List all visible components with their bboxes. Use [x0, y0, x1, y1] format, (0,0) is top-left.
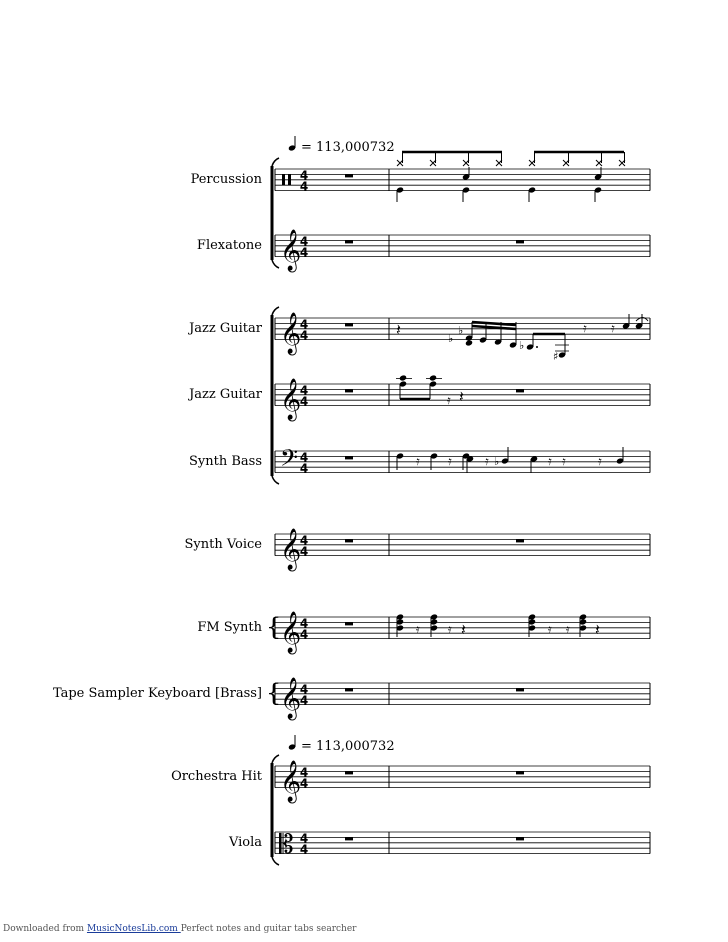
- dot: [536, 346, 538, 348]
- time-signature-bottom: 4: [299, 544, 309, 559]
- instrument-label: Jazz Guitar: [189, 321, 262, 336]
- instrument-label: Synth Bass: [189, 454, 262, 469]
- tempo-marks: [295, 136, 395, 754]
- time-signature-bottom: 4: [299, 627, 309, 642]
- whole-rest-icon: [345, 389, 353, 392]
- staff-6: [184, 528, 650, 571]
- time-signature-top: 4: [299, 234, 309, 249]
- treble-clef-icon: 𝄞: [280, 612, 302, 653]
- rest-icon: 𝄿: [448, 454, 452, 468]
- treble-clef-icon: 𝄞: [280, 529, 302, 570]
- footer-prefix: Downloaded from: [3, 924, 85, 934]
- whole-rest-icon: [345, 688, 353, 691]
- instrument-label: Percussion: [190, 172, 262, 187]
- whole-rest-icon: [345, 456, 353, 459]
- brackets: [266, 158, 281, 865]
- instrument-label: Orchestra Hit: [171, 769, 262, 784]
- rest-icon: 𝄿: [548, 454, 552, 468]
- staff-1: [191, 169, 650, 194]
- time-signature-top: 4: [299, 168, 309, 183]
- bracket-hook: [272, 857, 279, 865]
- rest-icon: 𝄿: [416, 454, 420, 468]
- time-signature-bottom: 4: [299, 245, 309, 260]
- time-signature-top: 4: [299, 450, 309, 465]
- tempo-text: = 113,000732: [301, 739, 395, 754]
- instrument-label: FM Synth: [197, 620, 262, 635]
- footer-suffix: Perfect notes and guitar tabs searcher: [180, 924, 357, 934]
- whole-rest-icon: [516, 771, 524, 774]
- alto-clef-icon: 𝄡: [279, 830, 294, 860]
- staff-2: [197, 229, 650, 272]
- instrument-label: Synth Voice: [184, 537, 262, 552]
- whole-rest-icon: [516, 539, 524, 542]
- quarter-rest-icon: 𝄽: [461, 620, 466, 639]
- time-signature-bottom: 4: [299, 328, 309, 343]
- flat-icon: ♭: [448, 332, 454, 345]
- bracket-hook: [272, 158, 279, 166]
- tempo-text: = 113,000732: [301, 140, 395, 155]
- rest-icon: 𝄿: [583, 321, 587, 335]
- whole-rest-icon: [345, 837, 353, 840]
- time-signature-bottom: 4: [299, 461, 309, 476]
- notes: [288, 144, 648, 840]
- staff-10: [228, 830, 650, 860]
- instrument-label: Jazz Guitar: [189, 387, 262, 402]
- time-signature-bottom: 4: [299, 842, 309, 857]
- time-signature-top: 4: [299, 533, 309, 548]
- notehead: [465, 339, 473, 346]
- whole-rest-icon: [345, 622, 353, 625]
- rest-icon: 𝄿: [448, 622, 452, 636]
- whole-rest-icon: [345, 240, 353, 243]
- percussion-clef-icon: [288, 175, 291, 186]
- bracket-hook: [272, 755, 279, 763]
- whole-rest-icon: [345, 323, 353, 326]
- whole-rest-icon: [516, 837, 524, 840]
- tempo-mark: [295, 735, 395, 754]
- time-signature-top: 4: [299, 831, 309, 846]
- footer: [3, 924, 356, 934]
- flat-icon: ♭: [519, 339, 525, 352]
- staff-8: [53, 677, 650, 720]
- instrument-label: Flexatone: [196, 238, 262, 253]
- rest-icon: 𝄿: [598, 454, 602, 468]
- rest-icon: 𝄿: [416, 622, 420, 636]
- bass-clef-icon: 𝄢: [280, 444, 299, 477]
- flat-icon: ♭: [494, 455, 500, 468]
- time-signature-bottom: 4: [299, 693, 309, 708]
- percussion-clef-icon: [282, 175, 285, 186]
- time-signature-bottom: 4: [299, 179, 309, 194]
- staves: [53, 169, 650, 861]
- quarter-rest-icon: 𝄽: [595, 620, 600, 639]
- musicnoteslib-link[interactable]: MusicNotesLib.com: [86, 924, 181, 934]
- quarter-rest-icon: 𝄽: [459, 387, 464, 406]
- rest-icon: 𝄿: [566, 622, 570, 636]
- rest-icon: 𝄿: [548, 622, 552, 636]
- rest-icon: 𝄿: [447, 393, 451, 407]
- time-signature-top: 4: [299, 616, 309, 631]
- staff-3: [187, 312, 650, 355]
- brace-icon: {: [266, 613, 282, 641]
- treble-clef-icon: 𝄞: [280, 761, 302, 802]
- whole-rest-icon: [516, 688, 524, 691]
- quarter-rest-icon: 𝄽: [396, 320, 401, 339]
- rest-icon: 𝄿: [611, 321, 615, 335]
- tempo-mark: [295, 136, 395, 155]
- whole-rest-icon: [516, 389, 524, 392]
- flat-icon: ♭: [458, 324, 464, 337]
- notehead: [429, 374, 437, 381]
- whole-rest-icon: [345, 174, 353, 177]
- bracket-hook: [272, 307, 279, 315]
- treble-clef-icon: 𝄞: [280, 678, 302, 719]
- treble-clef-icon: 𝄞: [280, 313, 302, 354]
- notehead: [399, 374, 407, 381]
- instrument-label: Tape Sampler Keyboard [Brass]: [52, 686, 262, 701]
- time-signature-bottom: 4: [299, 394, 309, 409]
- bracket-hook: [272, 260, 279, 268]
- rest-icon: 𝄿: [485, 454, 489, 468]
- time-signature-bottom: 4: [299, 776, 309, 791]
- time-signature-top: 4: [299, 383, 309, 398]
- whole-rest-icon: [345, 771, 353, 774]
- sharp-icon: ♯: [553, 350, 559, 363]
- whole-rest-icon: [516, 240, 524, 243]
- time-signature-top: 4: [299, 765, 309, 780]
- bracket-hook: [272, 476, 279, 484]
- treble-clef-icon: 𝄞: [280, 230, 302, 271]
- time-signature-top: 4: [299, 682, 309, 697]
- treble-clef-icon: 𝄞: [280, 379, 302, 420]
- time-signature-top: 4: [299, 317, 309, 332]
- instrument-label: Viola: [228, 835, 262, 850]
- beam: [472, 322, 516, 325]
- brace-icon: {: [266, 679, 282, 707]
- whole-rest-icon: [345, 539, 353, 542]
- rest-icon: 𝄿: [562, 454, 566, 468]
- staff-9: [171, 760, 650, 803]
